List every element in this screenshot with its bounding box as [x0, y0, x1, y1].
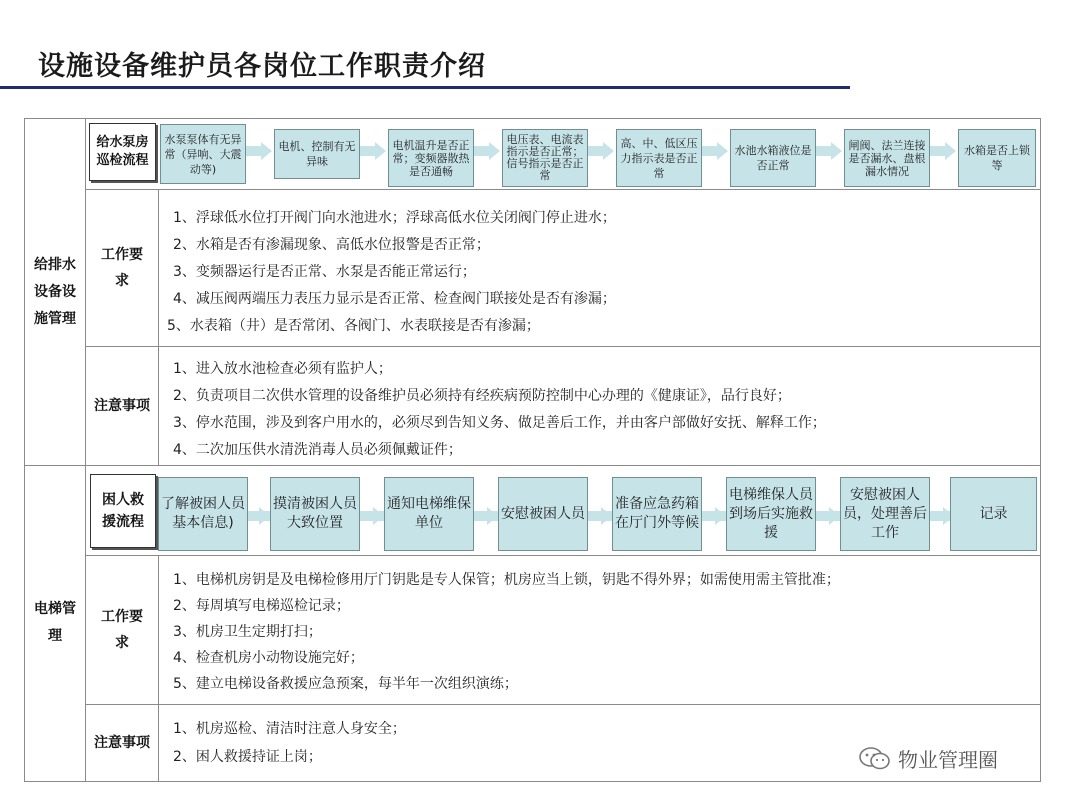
wechat-icon	[858, 746, 892, 772]
flow-step: 电机、控制有无异味	[274, 129, 360, 179]
flow-step: 安慰被困人员	[498, 477, 588, 551]
list-item: 4、减压阀两端压力表压力显示是否正常、检查阀门联接处是否有渗漏；	[173, 291, 616, 307]
list-item: 3、停水范围，涉及到客户用水的，必须尽到告知义务、做足善后工作，并由客户部做好安抚、解释工作；	[173, 415, 826, 431]
requirements-label-elevator: 工作要求	[101, 608, 143, 651]
flow-arrow-head	[489, 142, 500, 160]
flow-step: 摸清被困人员大致位置	[270, 477, 360, 551]
watermark	[858, 744, 998, 773]
flow-label-elevator: 困人救援流程	[90, 474, 156, 548]
flow-arrow-head	[945, 142, 956, 160]
flow-step: 通知电梯维保单位	[384, 477, 474, 551]
list-item: 5、水表箱（井）是否常闭、各阀门、水表联接是否有渗漏；	[167, 318, 540, 334]
list-item: 4、检查机房小动物设施完好；	[173, 650, 364, 666]
list-item: 2、水箱是否有渗漏现象、高低水位报警是否正常；	[173, 237, 490, 253]
flow-step: 水泵泵体有无异常（异响、大震动等)	[160, 124, 246, 184]
flow-arrow-head	[601, 507, 612, 525]
notes-list-water	[173, 356, 826, 464]
requirements-label-water: 工作要求	[101, 246, 143, 289]
flow-arrow-head	[603, 142, 614, 160]
flow-step: 安慰被困人员，处理善后工作	[840, 477, 930, 551]
section-divider	[25, 465, 1040, 466]
notes-list-elevator	[173, 715, 406, 771]
flow-arrow-head	[829, 507, 840, 525]
grid-line	[86, 704, 1040, 705]
flow-arrow-head	[487, 507, 498, 525]
flow-arrow-head	[375, 142, 386, 160]
flow-step: 了解被困人员基本信息)	[158, 477, 248, 551]
flow-step: 水池水箱液位是否正常	[730, 129, 816, 187]
flow-arrow-head	[715, 507, 726, 525]
flow-arrow-head	[259, 507, 270, 525]
flow-step: 电梯维保人员到场后实施救援	[726, 477, 816, 551]
category-elevator: 电梯管理	[34, 601, 76, 644]
list-item: 1、电梯机房钥是及电梯检修用厅门钥匙是专人保管；机房应当上锁，钥匙不得外界；如需使用需主管批准；	[173, 572, 840, 588]
page-title: 设施设备维护员各岗位工作职责介绍	[38, 51, 486, 82]
list-item: 1、进入放水池检查必须有监护人；	[173, 361, 392, 377]
grid-line	[86, 555, 1040, 556]
notes-label-water: 注意事项	[94, 397, 150, 414]
flow-step: 水箱是否上锁等	[958, 129, 1036, 187]
flow-arrow-head	[373, 507, 384, 525]
flow-step: 闸阀、法兰连接是否漏水、盘根漏水情况	[844, 129, 930, 187]
flow-step: 高、中、低区压力指示表是否正常	[616, 129, 702, 187]
flow-step: 电压表、电流表指示是否正常；信号指示是否正常	[502, 129, 588, 187]
flow-label-water: 给水泵房巡检流程	[89, 123, 156, 181]
list-item: 2、负责项目二次供水管理的设备维护员必须持有经疾病预防控制中心办理的《健康证》，品行良好；	[173, 388, 791, 404]
requirements-list-elevator	[173, 567, 840, 697]
duties-table	[24, 118, 1041, 782]
list-item: 1、浮球低水位打开阀门向水池进水；浮球高低水位关闭阀门停止进水；	[173, 210, 616, 226]
category-water: 给排水设备设施管理	[34, 256, 76, 327]
watermark-text: 物业管理圈	[898, 748, 998, 772]
flow-arrow-head	[717, 142, 728, 160]
flow-arrow-head	[831, 142, 842, 160]
requirements-list-water	[167, 205, 616, 340]
list-item: 3、变频器运行是否正常、水泵是否能正常运行；	[173, 264, 476, 280]
flow-step: 记录	[950, 477, 1037, 551]
list-item: 1、机房巡检、清洁时注意人身安全；	[173, 721, 406, 737]
flow-step: 电机温升是否正常；变频器散热是否通畅	[388, 129, 474, 187]
list-item: 4、二次加压供水清洗消毒人员必须佩戴证件；	[173, 442, 462, 458]
grid-line	[86, 189, 1040, 190]
list-item: 2、困人救援持证上岗；	[173, 749, 322, 765]
list-item: 3、机房卫生定期打扫；	[173, 624, 322, 640]
grid-line	[86, 346, 1040, 347]
title-underline	[0, 86, 850, 89]
notes-label-elevator: 注意事项	[94, 734, 150, 751]
list-item: 2、每周填写电梯巡检记录；	[173, 598, 350, 614]
flow-arrow-head	[261, 142, 272, 160]
grid-line	[158, 555, 159, 781]
list-item: 5、建立电梯设备救援应急预案，每半年一次组织演练；	[173, 676, 518, 692]
grid-line	[158, 189, 159, 465]
flow-step: 准备应急药箱在厅门外等候	[612, 477, 702, 551]
